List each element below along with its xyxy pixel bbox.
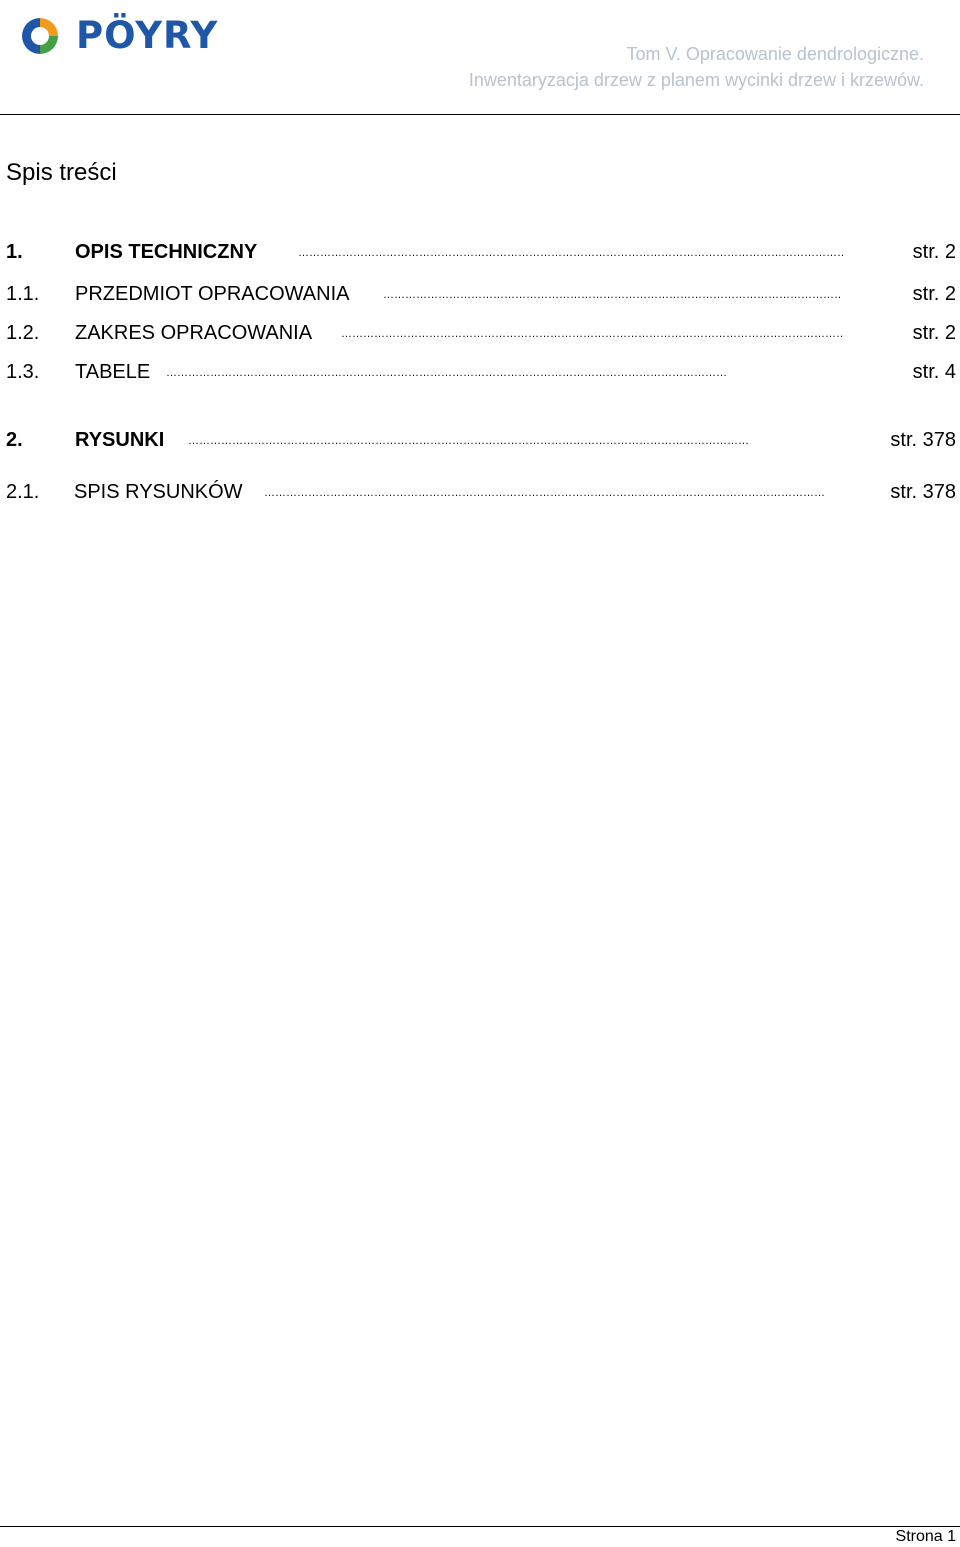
footer-divider (0, 1526, 960, 1527)
document-title-line-1: Tom V. Opracowanie dendrologiczne. (626, 44, 924, 64)
toc-entry-title: TABELE (75, 361, 151, 383)
toc-entry-number: 1.1. (6, 283, 40, 305)
toc-dot-leader (264, 483, 854, 503)
toc-entry-number: 2.1. (6, 481, 40, 503)
toc-entry-title: PRZEDMIOT OPRACOWANIA (75, 283, 350, 305)
poyry-logo-mark-icon (16, 12, 64, 60)
toc-entry-number: 2. (6, 429, 23, 451)
toc-entry-page: str. 4 (912, 361, 956, 383)
toc-heading: Spis treści (6, 159, 117, 186)
toc-entry-page: str. 378 (890, 429, 956, 451)
page-number: Strona 1 (895, 1528, 956, 1545)
toc-entry-page: str. 2 (912, 322, 956, 344)
toc-entry-title: ZAKRES OPRACOWANIA (75, 322, 313, 344)
toc-dot-leader (188, 431, 856, 451)
logo-wordmark: PÖYRY (76, 14, 219, 57)
toc-entry-number: 1.2. (6, 322, 40, 344)
toc-entry-title: SPIS RYSUNKÓW (74, 481, 243, 503)
toc-dot-leader (383, 285, 840, 305)
page-header (0, 0, 960, 116)
toc-entry[interactable] (6, 478, 956, 506)
toc-dot-leader (298, 243, 843, 263)
toc-entry-number: 1.3. (6, 361, 40, 383)
header-divider (0, 114, 960, 115)
toc-entry-title: OPIS TECHNICZNY (75, 241, 258, 263)
toc-entry[interactable] (6, 426, 956, 454)
poyry-logo (16, 12, 246, 60)
toc-entry-title: RYSUNKI (75, 429, 165, 451)
toc-dot-leader (341, 324, 843, 344)
toc-entry[interactable] (6, 319, 956, 347)
toc-entry-page: str. 2 (912, 283, 956, 305)
toc-entry-page: str. 2 (912, 241, 956, 263)
toc-entry[interactable] (6, 358, 956, 386)
toc-dot-leader (166, 363, 841, 383)
toc-entry-number: 1. (6, 241, 23, 263)
document-title-line-2: Inwentaryzacja drzew z planem wycinki drzew i krzewów. (468, 70, 924, 90)
toc-entry[interactable] (6, 280, 956, 308)
toc-entry-page: str. 378 (890, 481, 956, 503)
toc-entry[interactable] (6, 238, 956, 266)
document-title (469, 41, 924, 93)
